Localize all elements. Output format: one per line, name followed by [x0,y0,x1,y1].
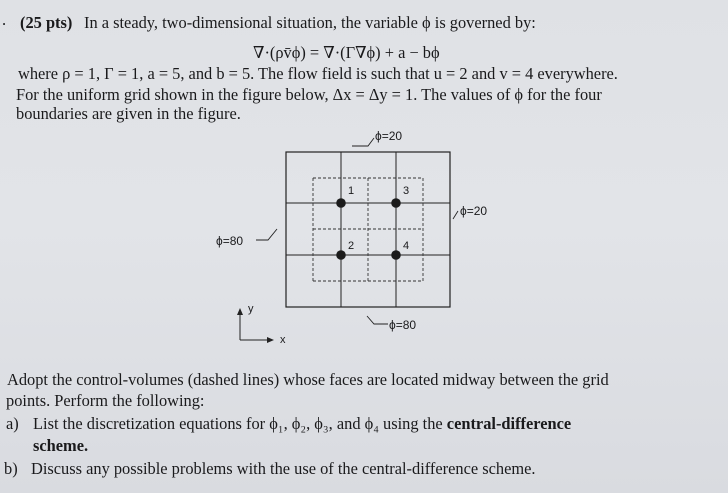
task-b-label: b) [4,459,18,478]
x-axis-arrow [267,337,274,343]
y-axis-label: y [248,303,254,315]
governing-equation: ∇·(ρv̄ϕ) = ∇·(Γ∇ϕ) + a − bϕ [253,43,440,62]
top-bc-leader [352,138,374,146]
bottom-bc-label: ϕ=80 [389,318,417,332]
node-2-label: 2 [348,240,355,252]
problem-points: (25 pts) [20,13,73,32]
task-a-text-cont: scheme. [33,436,89,455]
problem-line-4: boundaries are given in the figure. [16,104,241,123]
left-bc-leader [256,229,277,240]
y-axis-arrow [237,308,243,315]
problem-line-2: where ρ = 1, Γ = 1, a = 5, and b = 5. The flow field is such that u = 2 and v = 4 everywhere. [18,64,618,83]
problem-line-3: For the uniform grid shown in the figure below, Δx = Δy = 1. The values of ϕ for the four [16,85,602,104]
node-1 [336,198,346,208]
task-a-text: List the discretization equations for ϕ₁, ϕ₂, ϕ₃, and ϕ₄ using the central-difference [33,414,572,433]
node-4-label: 4 [403,240,410,252]
bottom-bc-leader [367,316,388,324]
bullet: . [2,10,7,29]
right-bc-label: ϕ=20 [460,204,488,218]
node-3-label: 3 [403,185,410,197]
task-b-text: Discuss any possible problems with the use of the central-difference scheme. [31,459,536,478]
tasks-line-1: Adopt the control-volumes (dashed lines) whose faces are located midway between the grid [7,370,609,389]
x-axis-label: x [280,334,286,346]
node-2 [336,250,346,260]
tasks-line-2: points. Perform the following: [6,391,205,410]
task-a-label: a) [6,414,19,433]
node-3 [391,198,401,208]
node-4 [391,250,401,260]
top-bc-label: ϕ=20 [375,129,403,143]
right-bc-leader [453,211,458,219]
left-bc-label: ϕ=80 [216,234,244,248]
node-1-label: 1 [348,185,355,197]
problem-intro: In a steady, two-dimensional situation, the variable ϕ is governed by: [84,13,536,32]
